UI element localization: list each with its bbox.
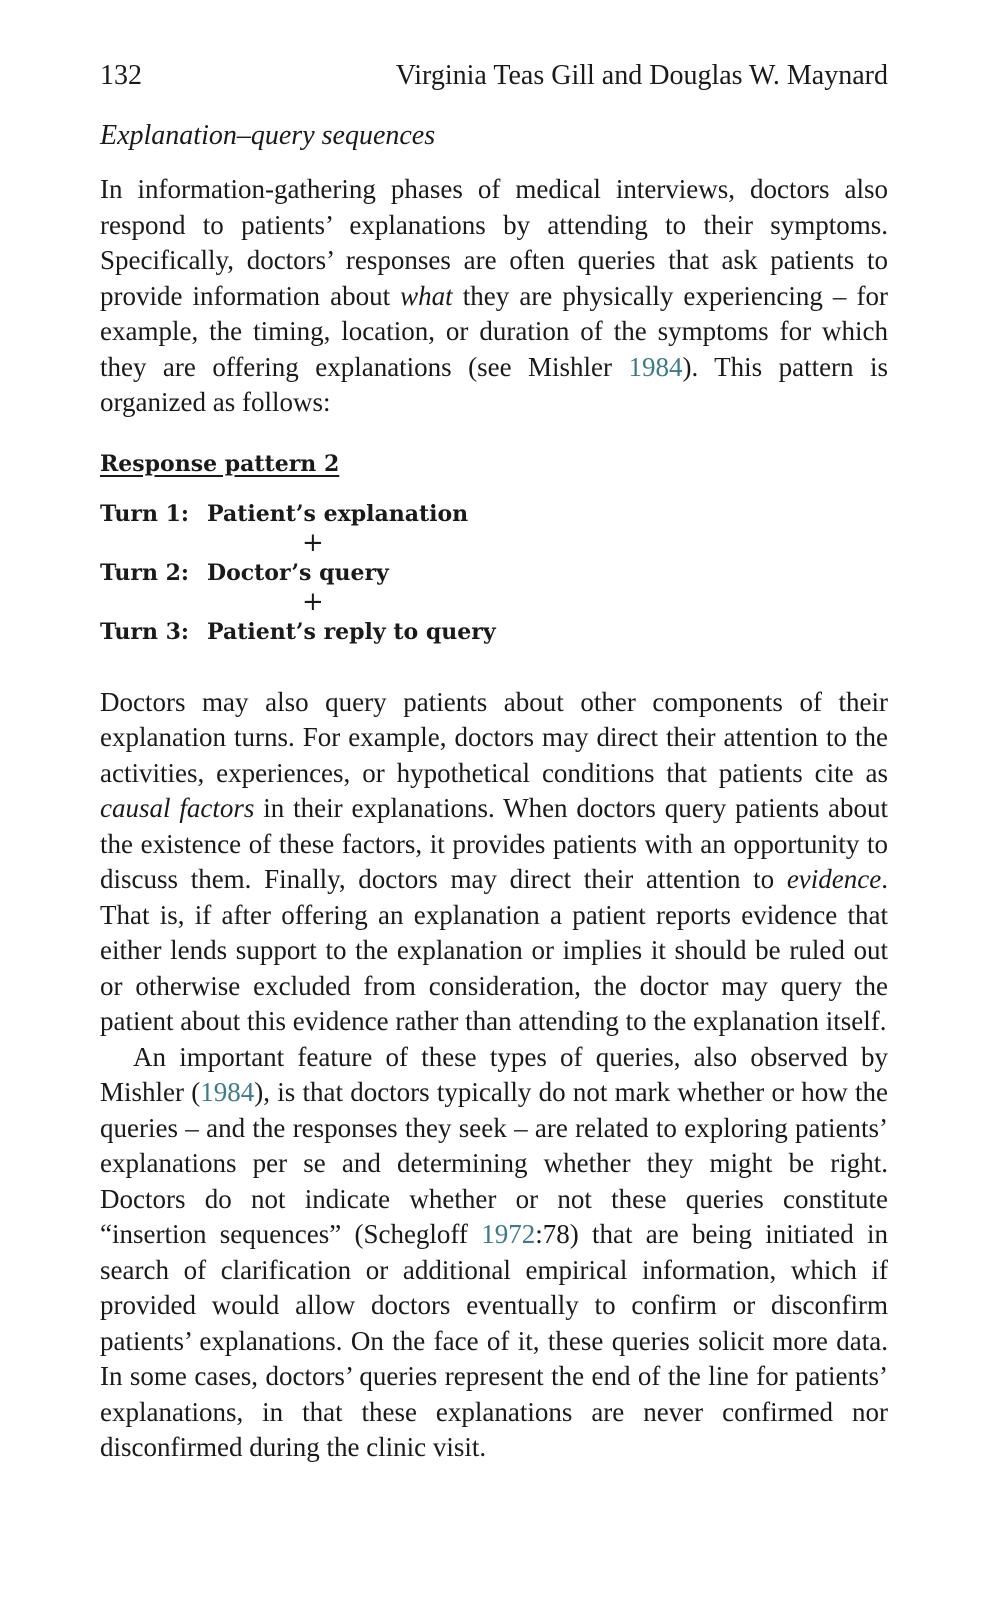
turn-text: Doctor’s query [207,559,389,586]
section-heading: Explanation–query sequences [100,120,436,151]
emphasis-what: what [400,280,453,311]
turn-text: Patient’s explanation [207,500,469,527]
paragraph-intro [100,172,888,421]
emphasis-evidence: evidence [786,864,882,894]
text-run: . That is, if after offering an explanation a patient reports evidence that either lends support to the explanation or implies it should be ruled out or otherwise excluded from consideration, the doctor may query the patient about this evidence rather than attending to the explanation itself. [100,864,888,1036]
text-run: ), is that doctors typically do not mark whether or how the queries – and the responses they seek – are related to exploring patients’ explanations per se and determining whether they might be right. Doctors do not indicate whether or not these queries constitute “insertion sequences” (Schegloff [100,1077,889,1249]
turn-row [100,617,888,647]
turn-label: Turn 3: [100,618,190,645]
response-pattern-title: Response pattern 2 [100,450,340,477]
plus-connector: + [302,527,324,558]
text-run: An important feature of these types of queries, also observed by Mishler ( [100,1041,888,1107]
plus-connector: + [302,586,324,617]
book-page [100,60,888,1466]
turn-label: Turn 2: [100,559,190,586]
paragraph-components [100,685,888,1040]
text-run: Doctors may also query patients about other components of their explanation turns. For example, doctors may direct their attention to the activities, experiences, or hypothetical conditions that patients cite as [100,686,888,788]
turn-row [100,558,888,588]
response-pattern-block [100,451,888,647]
turn-row [100,499,888,529]
citation-link-schegloff-1972[interactable]: 1972 [481,1219,536,1249]
page-number: 132 [100,60,142,91]
citation-link-mishler-1984[interactable]: 1984 [200,1077,255,1107]
paragraph-important-feature [100,1040,888,1466]
citation-link-mishler-1984[interactable]: 1984 [628,351,683,382]
turn-text: Patient’s reply to query [207,618,496,645]
text-run: they are physically experiencing – for example, the timing, location, or duration of the symptoms for which they are offering explanations (see Mishler [100,280,888,382]
text-run: In information-gathering phases of medical interviews, doctors also respond to patients’ explanations by attending to their symptoms. Specifically, doctors’ responses are often queries that ask patients to provide information about [100,174,888,311]
text-run: :78) that are being initiated in search of clarification or additional empirical information, which if provided would allow doctors eventually to confirm or disconfirm patients’ explanations. On the face of it, these queries solicit more data. In some cases, doctors’ queries represent the end of the line for patients’ explanations, in that these explanations are never confirmed nor disconfirmed during the clinic visit. [100,1219,888,1462]
emphasis-causal-factors: causal factors [100,793,255,823]
running-head-authors: Virginia Teas Gill and Douglas W. Maynard [395,60,888,91]
text-run: in their explanations. When doctors query patients about the existence of these factors, it provides patients with an opportunity to discuss them. Finally, doctors may direct their attention to [100,793,888,894]
text-run: ). This pattern is organized as follows: [100,351,888,417]
running-head [100,60,888,100]
turn-label: Turn 1: [100,500,190,527]
